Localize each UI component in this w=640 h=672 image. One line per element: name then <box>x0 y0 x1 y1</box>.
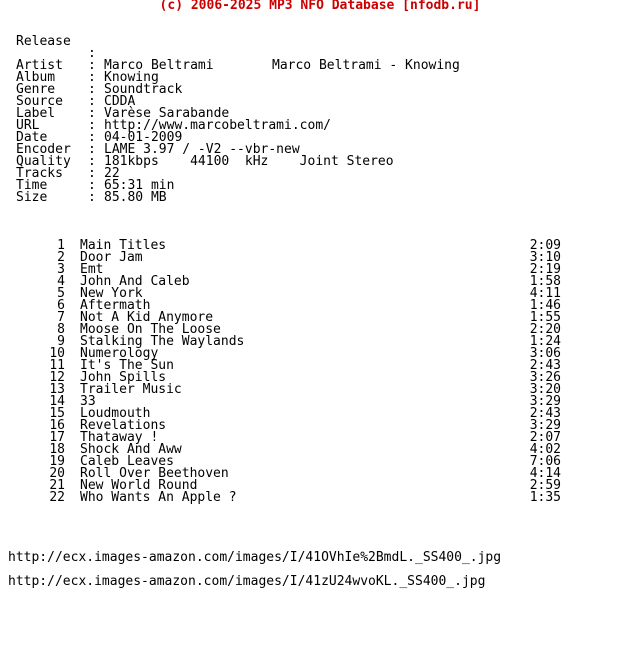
track-number: 15 <box>49 406 65 421</box>
track-title: Main Titles <box>80 238 167 253</box>
track-title: Door Jam <box>80 250 143 265</box>
track-duration: 2:43 <box>529 358 561 373</box>
track-title: John Spills <box>80 370 167 385</box>
track-duration: 3:29 <box>529 394 561 409</box>
track-duration: 4:14 <box>529 466 561 481</box>
info-key: URL <box>16 118 40 133</box>
info-row <box>0 96 640 108</box>
track-title: Who Wants An Apple ? <box>80 490 237 505</box>
track-number: 16 <box>49 418 65 433</box>
track-number: 2 <box>57 250 65 265</box>
track-title: New York <box>80 286 143 301</box>
info-row <box>0 168 640 180</box>
info-row <box>0 156 640 168</box>
track-number: 21 <box>49 478 65 493</box>
track-title: Loudmouth <box>80 406 151 421</box>
info-value: Marco Beltrami <box>104 58 214 73</box>
track-number: 3 <box>57 262 65 277</box>
track-duration: 2:19 <box>529 262 561 277</box>
track-number: 12 <box>49 370 65 385</box>
track-duration: 3:06 <box>529 346 561 361</box>
info-sep: : <box>88 82 96 97</box>
track-number: 5 <box>57 286 65 301</box>
info-row <box>0 72 640 84</box>
track-duration: 2:07 <box>529 430 561 445</box>
info-value: CDDA <box>104 94 136 109</box>
track-duration: 2:20 <box>529 322 561 337</box>
track-title: Shock And Aww <box>80 442 182 457</box>
info-sep: : <box>88 154 96 169</box>
track-title: Thataway ! <box>80 430 159 445</box>
track-number: 14 <box>49 394 65 409</box>
track-title: It's The Sun <box>80 358 174 373</box>
info-sep: : <box>88 94 96 109</box>
track-number: 10 <box>49 346 65 361</box>
info-sep: : <box>88 190 96 205</box>
track-title: Trailer Music <box>80 382 182 397</box>
info-sep: : <box>88 58 96 73</box>
info-key: Date <box>16 130 48 145</box>
image-link[interactable]: http://ecx.images-amazon.com/images/I/41OVhIe%2BmdL._SS400_.jpg <box>8 550 502 565</box>
track-duration: 3:20 <box>529 382 561 397</box>
info-key: Tracks <box>16 166 63 181</box>
track-number: 1 <box>57 238 65 253</box>
track-title: Numerology <box>80 346 159 361</box>
track-duration: 1:46 <box>529 298 561 313</box>
track-number: 6 <box>57 298 65 313</box>
track-duration: 2:43 <box>529 406 561 421</box>
track-title: Caleb Leaves <box>80 454 174 469</box>
info-key: Album <box>16 70 56 85</box>
track-duration: 1:35 <box>529 490 561 505</box>
info-value: http://www.marcobeltrami.com/ <box>104 118 331 133</box>
info-value: 65:31 min <box>104 178 175 193</box>
track-duration: 3:10 <box>529 250 561 265</box>
track-number: 9 <box>57 334 65 349</box>
info-sep: : <box>88 142 96 157</box>
info-key: Artist <box>16 58 63 73</box>
info-row <box>0 132 640 144</box>
track-number: 19 <box>49 454 65 469</box>
info-value: 85.80 MB <box>104 190 167 205</box>
info-value: Soundtrack <box>104 82 183 97</box>
track-duration: 4:11 <box>529 286 561 301</box>
image-link[interactable]: http://ecx.images-amazon.com/images/I/41zU24wvoKL._SS400_.jpg <box>8 574 486 589</box>
info-sep: : <box>88 130 96 145</box>
track-duration: 4:02 <box>529 442 561 457</box>
track-number: 18 <box>49 442 65 457</box>
info-value: 04-01-2009 <box>104 130 183 145</box>
track-title: Revelations <box>80 418 167 433</box>
info-sep: : <box>88 118 96 133</box>
track-number: 20 <box>49 466 65 481</box>
info-value: Knowing <box>104 70 159 85</box>
track-duration: 7:06 <box>529 454 561 469</box>
track-title: Stalking The Waylands <box>80 334 245 349</box>
site-header: (c) 2006-2025 MP3 NFO Database [nfodb.ru] <box>159 0 481 13</box>
track-title: New World Round <box>80 478 198 493</box>
release-value: Marco Beltrami - Knowing <box>272 58 460 73</box>
track-title: John And Caleb <box>80 274 190 289</box>
track-duration: 2:09 <box>529 238 561 253</box>
info-value: Varèse Sarabande <box>104 106 230 121</box>
track-number: 4 <box>57 274 65 289</box>
info-key: Time <box>16 178 48 193</box>
track-duration: 3:29 <box>529 418 561 433</box>
info-key: Label <box>16 106 56 121</box>
track-number: 8 <box>57 322 65 337</box>
info-key: Source <box>16 94 63 109</box>
track-number: 7 <box>57 310 65 325</box>
info-key: Encoder <box>16 142 71 157</box>
track-duration: 1:24 <box>529 334 561 349</box>
track-title: Not A Kid Anymore <box>80 310 214 325</box>
track-title: 33 <box>80 394 96 409</box>
info-value: LAME 3.97 / -V2 --vbr-new <box>104 142 300 157</box>
info-row <box>0 60 640 72</box>
track-duration: 3:26 <box>529 370 561 385</box>
info-key: Genre <box>16 82 56 97</box>
info-key: Quality <box>16 154 71 169</box>
track-title: Emt <box>80 262 104 277</box>
track-duration: 2:59 <box>529 478 561 493</box>
track-title: Roll Over Beethoven <box>80 466 229 481</box>
info-sep: : <box>88 106 96 121</box>
info-value: 22 <box>104 166 120 181</box>
track-row <box>0 492 640 504</box>
info-row <box>0 180 640 192</box>
info-value: 181kbps 44100 kHz Joint Stereo <box>104 154 394 169</box>
info-row <box>0 120 640 132</box>
info-row <box>0 84 640 96</box>
release-sep: : <box>88 46 96 61</box>
track-title: Moose On The Loose <box>80 322 221 337</box>
track-number: 17 <box>49 430 65 445</box>
track-number: 13 <box>49 382 65 397</box>
track-duration: 1:58 <box>529 274 561 289</box>
info-key: Size <box>16 190 48 205</box>
track-title: Aftermath <box>80 298 151 313</box>
info-row <box>0 192 640 204</box>
info-sep: : <box>88 178 96 193</box>
track-number: 22 <box>49 490 65 505</box>
release-key: Release <box>16 34 71 49</box>
track-number: 11 <box>49 358 65 373</box>
track-duration: 1:55 <box>529 310 561 325</box>
info-sep: : <box>88 166 96 181</box>
info-sep: : <box>88 70 96 85</box>
